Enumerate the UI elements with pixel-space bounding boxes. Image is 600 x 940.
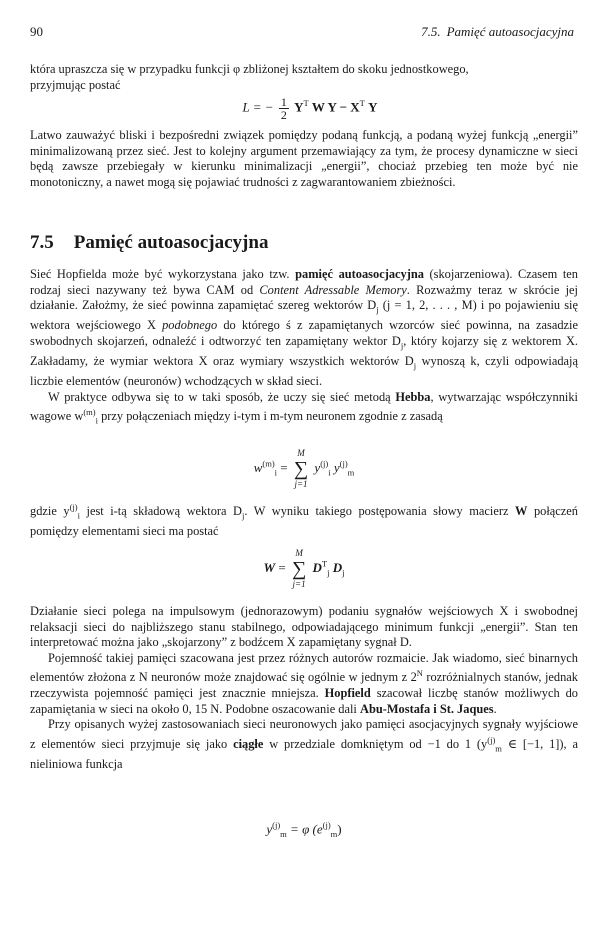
eq2-lhs-sub: i [274, 467, 278, 478]
p2-h: podobnego [162, 318, 218, 333]
intro-line-1: która upraszcza się w przypadku funkcji φ zbliżonej kształtem do skoku jednostkowego, [30, 62, 469, 76]
p4-d: W [515, 504, 528, 519]
p2-i-sub: j [400, 340, 404, 351]
eq2-sum [294, 448, 308, 490]
eq1-term1: Y [294, 99, 304, 115]
eq4-rhs-sub: m [330, 828, 338, 839]
paragraph-capacity [30, 651, 578, 718]
section-number: 7.5 [30, 232, 54, 253]
p6-a: Pojemność takiej pamięci szacowana jest przez różnych autorów rozmaicie. Jak wiadomo, sieć binarnych elementów złożona z N neuronów może znajdować się ogólnie w jednym z 2 [30, 650, 578, 685]
paragraph-weights-text [30, 500, 578, 540]
intro-text [30, 62, 578, 93]
p4-a: gdzie y [30, 504, 70, 519]
p7-c: w przedziale domkniętym od −1 do 1 (y [269, 737, 488, 751]
paragraph-hopfield-text [30, 267, 578, 390]
p2-e: . Rozważmy teraz w skrócie jej działanie. Założmy, że sieć powinna zapamiętać szereg wektorów D [30, 282, 578, 313]
p2-f: j [376, 304, 379, 315]
p3-a: W praktyce odbywa się to w taki sposób, że uczy się sieć metodą [48, 389, 391, 404]
eq2-y1-sup: (j) [320, 458, 329, 469]
p2-j-sub: j [413, 360, 417, 371]
p4-b-sub: j [242, 510, 245, 521]
p2-a: Sieć Hopfielda może być wykorzystana jako tzw. [30, 267, 290, 281]
eq2-y2: y [333, 459, 340, 475]
p3-hebb: Hebba [395, 389, 431, 404]
eq4-lhs-sub: m [280, 828, 287, 839]
running-title [421, 24, 574, 40]
equation-matrix: W = M ∑ j=1 $D^T_j$ $D_j$ [263, 548, 345, 589]
p2-term: pamięć autoasocjacyjna [295, 267, 424, 281]
eq3-sum-bottom: j=1 [292, 579, 306, 589]
paragraph-hebb [30, 390, 578, 430]
eq2-lhs-sup: (m) [262, 458, 275, 469]
eq2-sum-top: M [297, 448, 305, 458]
p7-d: ∈ [−1, 1]), a nieliniowa funkcja [30, 737, 579, 772]
sum-symbol: ∑ [291, 558, 307, 580]
eq2-lhs: w [253, 459, 263, 475]
intro-line-2: przyjmując postać [30, 77, 121, 92]
section-heading [30, 232, 268, 254]
sum-symbol: ∑ [293, 458, 309, 480]
running-section-number: 7.5. [421, 24, 441, 39]
p4-c: . W wyniku takiego postępowania słowy macierz [244, 504, 509, 519]
section-title: Pamięć autoasocjacyjna [73, 232, 269, 253]
p2-g: (j = 1, 2, . . . , M) i po pojawieniu się wektora wejściowego X [30, 298, 578, 333]
eq1-term2-sup: T [359, 98, 365, 109]
eq1-fraction [279, 96, 289, 121]
paragraph-continuous [30, 717, 578, 772]
eq4-rhs: = φ (e [290, 821, 323, 837]
p6-authors: Abu-Mostafa i St. Jaques [360, 701, 494, 716]
eq4-rhs-sup: (j) [322, 820, 331, 830]
paragraph-hopfield [30, 267, 578, 429]
eq3-d2: D [332, 559, 343, 575]
p6-a-sup: N [416, 668, 423, 679]
eq2-y1: y [314, 459, 321, 475]
eq3-d1: D [312, 559, 322, 575]
eq4-lhs-sup: (j) [272, 820, 281, 830]
eq2-y2-sup: (j) [339, 458, 348, 469]
paragraph-relaxation-text: Działanie sieci polega na impulsowym (jednorazowym) podaniu sygnałów wejściowych X i swobodnej relaksacji sieci do najbliższego stanu stabilnego, odpowiadającego minimum funkcji „energii”. Stan ten interpretować można jako „skojarzony” z bodźcem X zapamiętany sygnał D. [30, 604, 578, 650]
paragraph-energy [30, 128, 578, 190]
eq2-y1-sub: i [328, 467, 331, 478]
eq1-term1-rest: W Y − X [311, 99, 360, 115]
p2-c: (skojarzeniowa). Czasem ten rodzaj sieci nazywany też bywa CAM od [30, 267, 578, 297]
equation-activation [30, 820, 578, 839]
p7-a: Przy opisanych wyżej zastosowaniach sieci neuronowych jako pamięci asocjacyjnych sygnały wyjściowe z elementów sieci przyjmuje się jako [30, 717, 578, 751]
eq4-lhs: y [266, 821, 273, 837]
p4-a-sup: (j) [69, 502, 78, 512]
p7-c-sub: m [495, 743, 502, 754]
p2-cam: Content Adressable Memory [259, 282, 407, 297]
p3-c: , wytwarzając współczynniki wagowe w [30, 389, 578, 424]
eq4-rhs-end: ) [337, 821, 342, 837]
p2-i: do którego ś z zapamiętanych wzorców sieć powinna, na zasadzie swobodnych skojarzeń, odnaleźć i odtworzyć ten zapamiętany wektor D [30, 318, 578, 348]
eq3-sum-top: M [295, 548, 303, 558]
page-number: 90 [30, 24, 43, 39]
eq1-frac-num: 1 [280, 95, 287, 109]
p2-k: wynoszą k, czyli odpowiadają liczbie elementów (neuronów) wchodzących w skład sieci. [30, 353, 578, 388]
eq3-lhs: W [263, 559, 276, 575]
p6-b: rozróżnialnych stanów, jednak rzeczywista pojemność pamięci jest znacznie mniejsza. [30, 670, 578, 701]
p6-hopfield: Hopfield [324, 686, 371, 701]
eq3-d2-sub: j [342, 567, 345, 578]
eq1-term1-sup: T [303, 98, 309, 109]
paragraph-energy-text: Latwo zauważyć bliski i bezpośredni związek pomiędzy podaną funkcją, a podaną wyżej funkcją „energii” minimalizowaną przez sieć. Jest to kolejny argument przemawiający za tym, że procesy dynamiczne w sieci będą zawsze przebiegały w kierunku minimalizacji „energii”, chociaż przebieg ten może być nie monotoniczny, a nawet mogą się pojawiać trudności z zagwarantowaniem zbieżności. [30, 128, 578, 189]
eq2-sum-bottom: j=1 [294, 479, 308, 489]
p4-e: połączeń pomiędzy elementami sieci ma postać [30, 504, 578, 539]
p6-f: . [493, 701, 497, 716]
eq1-lhs: L = − [242, 99, 274, 115]
p3-c-sub: i [95, 415, 98, 426]
p4-b: jest i-tą składową wektora D [86, 504, 242, 519]
eq2-y2-sub: m [347, 467, 355, 478]
paragraph-weights [30, 500, 578, 540]
eq1-term2-rest: Y [368, 99, 378, 115]
p3-c-sup: (m) [83, 407, 96, 418]
p4-a-sub: i [77, 510, 80, 521]
running-section-title: Pamięć autoasocjacyjna [446, 24, 574, 39]
eq3-sum [292, 548, 306, 590]
p6-d: szacował liczbę stanów możliwych do zapamiętania w sieci na około 0, 15 N. Podobne oszacowanie dali [30, 686, 578, 716]
eq3-d1-sup: T [321, 558, 328, 569]
eq3-d1-sub: j [327, 567, 330, 578]
p2-j: , który kojarzy się z wektorem X. Zakładamy, że wymiar wektora X oraz wymiary wszystkich wektorów D [30, 333, 578, 368]
equation-energy [140, 96, 480, 121]
p3-d: przy połączeniach między i-tym i m-tym neuronem zgodnie z zasadą [101, 409, 443, 424]
eq1-frac-den: 2 [280, 108, 287, 122]
p7-c-sup: (j) [487, 734, 496, 745]
equation-hebb: $w^{(m)}_i$ = M ∑ j=1 $y^{(j)}_i$ $y^{(j)}_m$ [253, 448, 355, 489]
page-header [30, 24, 574, 40]
p7-ciagle: ciągłe [233, 737, 264, 751]
paragraph-relaxation [30, 604, 578, 773]
